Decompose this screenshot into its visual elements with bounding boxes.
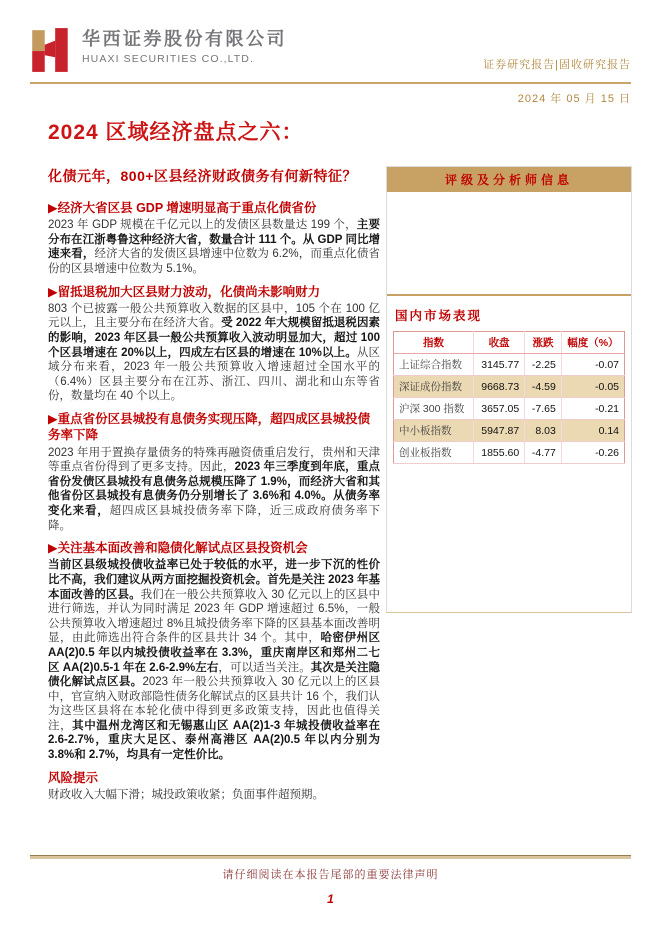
section-body (48, 218, 380, 276)
emphasis-text: 其中温州龙湾区和无锡惠山区 AA(2)1-3 年城投债收益率在 2.6-2.7%，重庆大足区、泰州高港区 AA(2)0.5 年以内分别为 3.8%和 2.7%，均具有一定性价比。 (48, 719, 380, 762)
section-heading: ▶经济大省区县 GDP 增速明显高于重点化债省份 (48, 201, 317, 215)
index-value: 1855.60 (473, 442, 524, 464)
report-section (48, 540, 380, 763)
page-number: 1 (327, 892, 334, 906)
index-value: -0.07 (561, 354, 624, 376)
risk-heading: 风险提示 (48, 770, 99, 785)
page-header (30, 26, 631, 74)
body-text: 2023 年用于置换存量债务的特殊再融资债重启发行，贵州和天津等重点省份得到了更多支持。因此， (48, 446, 380, 474)
index-value: -7.65 (525, 398, 562, 420)
index-value: -0.26 (561, 442, 624, 464)
index-name: 沪深 300 指数 (394, 398, 474, 420)
section-heading: ▶留抵退税加大区县财力波动，化债尚未影响财力 (48, 284, 321, 299)
report-section (48, 200, 380, 277)
market-table-row (394, 354, 625, 376)
body-text: 803 个已披露一般公共预算收入数据的区县中，105 个在 100 亿元以上，且主要分布在经济大省。 (48, 302, 380, 330)
analyst-info-header: 评级及分析师信息 (387, 167, 631, 192)
market-table-row (394, 376, 625, 398)
market-table (393, 331, 625, 464)
index-value: -4.59 (525, 376, 562, 398)
brand-block (30, 26, 287, 74)
index-name: 中小板指数 (394, 420, 474, 442)
sidebar-column (386, 166, 632, 613)
market-section-title: 国内市场表现 (395, 309, 483, 323)
market-table-header-cell: 涨跌 (525, 332, 562, 354)
index-value: -2.25 (525, 354, 562, 376)
index-value: 9668.73 (473, 376, 524, 398)
brand-text (82, 26, 287, 65)
index-value: 5947.87 (473, 420, 524, 442)
sections-container (48, 200, 380, 763)
index-value: -0.05 (561, 376, 624, 398)
index-value: 3657.05 (473, 398, 524, 420)
analyst-info-body (387, 192, 631, 296)
risk-body: 财政收入大幅下滑；城投政策收紧；负面事件超预期。 (48, 788, 324, 801)
body-text: 2023 年 GDP 规模在千亿元以上的发债区县数量达 199 个， (48, 219, 357, 232)
market-table-row (394, 398, 625, 420)
market-table-header-cell: 幅度（%） (561, 332, 624, 354)
report-subtitle: 化债元年，800+区县经济财政债务有何新特征？ (48, 168, 358, 184)
panel-bottom-spacer (387, 464, 631, 612)
footer-divider (30, 855, 631, 859)
emphasis-text: 当前区县级城投债收益率已处于较低的水平，进一步下沉的性价比不高，我们建议从两方面挖掘投资机会。首先是关注 2023 年基本面改善的区县。 (48, 559, 380, 601)
market-table-row (394, 420, 625, 442)
index-name: 上证综合指数 (394, 354, 474, 376)
main-content (48, 166, 632, 803)
report-type-label: 证券研究报告|固收研究报告 (483, 59, 631, 71)
body-text: 从区域分布来看，2023 年一般公共预算收入增速超过全国水平的（6.4%）区县主要分布在江苏、浙江、四川、湖北和山东等省份，数量均在 40 个以上。 (48, 346, 381, 403)
section-heading: ▶关注基本面改善和隐债化解试点区县投资机会 (48, 541, 308, 556)
header-divider (30, 82, 631, 84)
section-body (48, 558, 380, 762)
index-name: 深证成份指数 (394, 376, 474, 398)
domestic-market-block (387, 296, 631, 464)
emphasis-text: 哈密伊州区 AA(2)0.5 年以内城投债收益率在 3.3%，重庆南岸区和郑州二七区 AA(2)0.5-1 年在 2.6-2.9%左右 (48, 632, 380, 674)
page-title: 2024 区域经济盘点之六： (48, 121, 304, 144)
market-table-header-row (394, 332, 625, 354)
analyst-info-panel (386, 166, 632, 613)
emphasis-text: 其次是关注隐债化解试点区县。 (48, 661, 381, 689)
index-value: -0.21 (561, 398, 624, 420)
emphasis-text: 2023 年三季度到年底，重点省份发债区县城投有息债务总规模压降了 1.9%，而经济大省和其他省份区县城投有息债务仍分别增长了 3.6%和 4.0%。从债务率变化来看， (48, 461, 381, 517)
emphasis-text: 受 2022 年大规模留抵退税因素的影响，2023 年区县一般公共预算收入波动明显加大，超过 100 个区县增速在 20%以上，四成左右区县的增速在 10%以上。 (48, 317, 380, 359)
section-body (48, 302, 380, 404)
index-value: 8.03 (525, 420, 562, 442)
index-value: 0.14 (561, 420, 624, 442)
report-body-column (48, 166, 380, 803)
index-value: 3145.77 (473, 354, 524, 376)
report-section (48, 284, 380, 404)
body-text: ，可以适当关注。 (218, 661, 311, 674)
index-value: -4.77 (525, 442, 562, 464)
legal-disclaimer: 请仔细阅读在本报告尾部的重要法律声明 (222, 869, 439, 881)
body-text: 超四成区县城投债务率下降，近三成政府债务率下降。 (48, 504, 381, 532)
company-name-en: HUAXI SECURITIES CO.,LTD. (82, 52, 254, 65)
body-text: 2023 年一般公共预算收入 30 亿元以上的区县中，官宣纳入财政部隐性债务化解试点的区县共计 16 个，我们认为这些区县将在本轮化债中得到更多政策支持，因此也值得关注， (48, 676, 381, 732)
company-name-cn: 华西证券股份有限公司 (82, 29, 287, 49)
section-body (48, 446, 380, 534)
emphasis-text: 主要分布在江浙粤鲁这种经济大省，数量合计 111 个。从 GDP 同比增速来看， (48, 219, 380, 261)
index-name: 创业板指数 (394, 442, 474, 464)
market-table-row (394, 442, 625, 464)
body-text: 经济大省的发债区县增速中位数为 6.2%，而重点化债省份的区县增速中位数为 5.1%。 (48, 248, 381, 276)
risk-section (48, 770, 380, 803)
market-table-header-cell: 指数 (394, 332, 474, 354)
page-footer (30, 855, 631, 906)
body-text: 我们在一般公共预算收入 30 亿元以上的区县中进行筛选，并认为同时满足 2023 年 GDP 增速超过 6.5%，一般公共预算收入增速超过 8%且城投债务率下降的区县基本面改善明显，由此筛选出符合条件的区县共计 34 个。其中， (48, 588, 381, 645)
report-section (48, 411, 380, 533)
report-date: 2024 年 05 月 15 日 (517, 93, 631, 105)
market-table-header-cell: 收盘 (473, 332, 524, 354)
huaxi-logo-icon (30, 26, 72, 74)
section-heading: ▶重点省份区县城投有息债务实现压降，超四成区县城投债务率下降 (48, 412, 371, 443)
